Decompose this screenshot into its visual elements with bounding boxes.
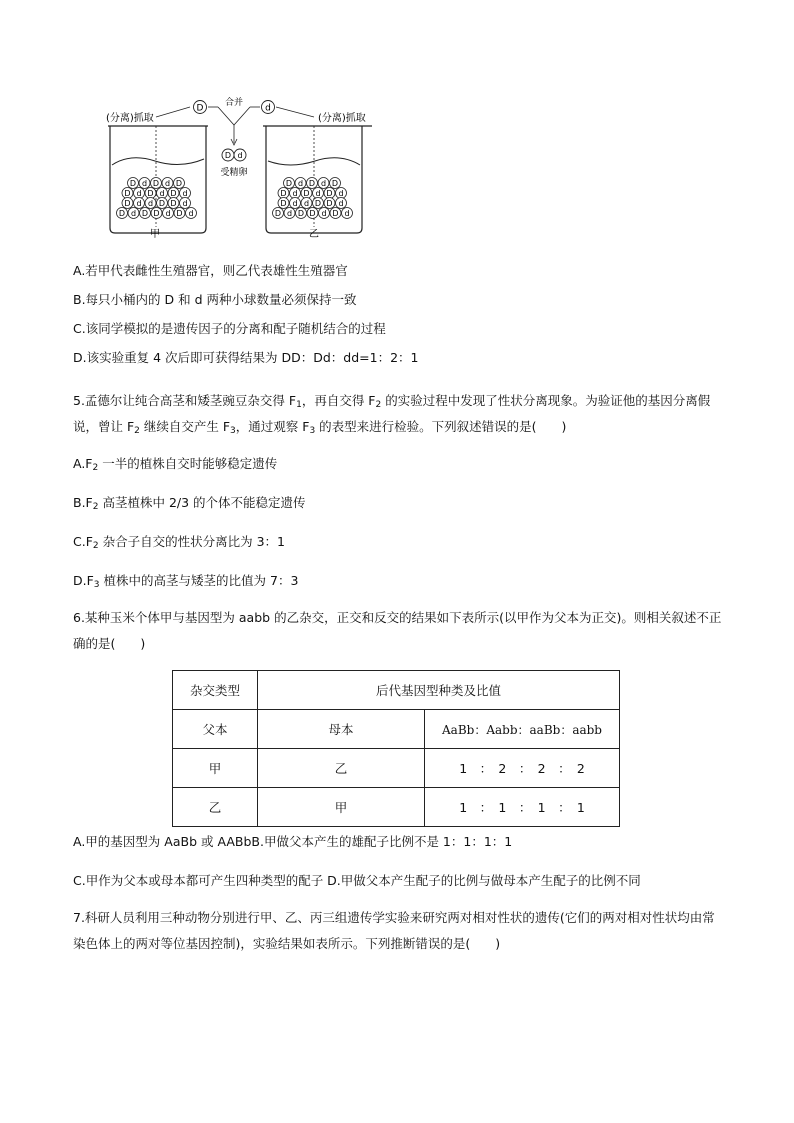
ball-label: d: [188, 209, 194, 218]
q6-stem: 6.某种玉米个体甲与基因型为 aabb 的乙杂交，正交和反交的结果如下表所示(以甲作为父本为正交)。则相关叙述不正确的是( ): [73, 610, 722, 651]
q4-option-c: C.该同学模拟的是遗传因子的分离和配子随机结合的过程: [73, 321, 386, 336]
ball-label: d: [136, 189, 142, 198]
ball-label: D: [176, 209, 183, 218]
row-ratio: 1 ： 2 ： 2 ： 2: [425, 749, 620, 788]
ball-label: d: [338, 189, 344, 198]
ball-label: D: [285, 179, 293, 188]
ball-label: d: [344, 209, 350, 218]
table-row: [173, 788, 620, 827]
ball-label: d: [320, 179, 327, 188]
ball-label: d: [315, 189, 321, 198]
ball-label: D: [332, 209, 339, 218]
row-ratio: 1 ： 1 ： 1 ： 1: [425, 788, 620, 827]
ball-label: D: [274, 209, 282, 218]
ball-label: D: [280, 199, 287, 208]
q5-option-a: $A.F_2$ 一半的植株自交时能够稳定遗传: [73, 456, 278, 473]
ball-label: D: [147, 189, 154, 198]
balls-group: [117, 178, 353, 219]
ball-label: D: [326, 199, 333, 208]
ball-label: d: [321, 209, 327, 218]
ball-label: d: [338, 199, 344, 208]
q5-option-d: $D.F_3$ 植株中的高茎与矮茎的比值为 7：3: [73, 573, 299, 590]
ball-label: D: [331, 179, 339, 188]
ball-label: D: [280, 189, 287, 198]
table-row: [173, 749, 620, 788]
ball-label: D: [309, 209, 316, 218]
ball-label: D: [141, 209, 149, 218]
ball-label: d: [147, 199, 154, 208]
header-offspring: 后代基因型种类及比值: [258, 671, 620, 710]
row-father: 甲: [173, 749, 258, 788]
bucket-experiment-figure: [100, 95, 390, 240]
ball-label: D: [158, 199, 166, 208]
ball-label: D: [153, 209, 160, 218]
ball-label: D: [175, 179, 183, 188]
ball-label: D: [303, 189, 310, 198]
q4-option-d: D.该实验重复 4 次后即可获得结果为 DD：Dd：dd=1：2：1: [73, 350, 419, 365]
q6-options-ab: A.甲的基因型为 AaBb 或 AABbB.甲做父本产生的雄配子比例不是 1：1：1：1: [73, 834, 513, 849]
merge-label: 合并: [224, 98, 244, 108]
ball-label: d: [182, 189, 188, 198]
ball-label: D: [308, 179, 316, 188]
ball-label: D: [124, 189, 131, 198]
left-ball-D: D: [196, 103, 204, 114]
right-ball-d: d: [265, 103, 271, 114]
svg-text:d: d: [237, 151, 243, 160]
genotype-table: [172, 670, 620, 827]
row-mother: 甲: [258, 788, 425, 827]
q4-option-b: B.每只小桶内的 D 和 d 两种小球数量必须保持一致: [73, 292, 357, 307]
ball-label: d: [292, 189, 298, 198]
q6-options-cd: C.甲作为父本或母本都可产生四种类型的配子 D.甲做父本产生配子的比例与做母本产生配子的比例不同: [73, 873, 641, 888]
ball-label: D: [314, 199, 322, 208]
ball-label: D: [152, 179, 160, 188]
ball-label: D: [129, 179, 137, 188]
ball-label: d: [303, 199, 310, 208]
subheader-father: 父本: [173, 710, 258, 749]
ball-label: d: [297, 179, 304, 188]
ball-label: d: [165, 209, 171, 218]
right-grab-label: (分离)抓取: [318, 113, 366, 124]
q7-stem: 7.科研人员利用三种动物分别进行甲、乙、丙三组遗传学实验来研究两对相对性状的遗传(它们的两对相对性状均由常染色体上的两对等位基因控制)，实验结果如表所示。下列推断错误的是( ): [73, 910, 715, 951]
ball-label: d: [130, 209, 137, 218]
ball-label: D: [326, 189, 333, 198]
q5-stem: 5.孟德尔让纯合高茎和矮茎豌豆杂交得 $F_1$，再自交得 $F_2$ 的实验过程中发现了性状分离现象。为验证他的基因分离假说，曾让 $F_2$ 继续自交产生 $F_3$，通过观察 $F_3$ 的表型来进行检验。下列叙述错误的是( ): [73, 393, 711, 436]
q5-option-c: $C.F_2$ 杂合子自交的性状分离比为 3：1: [73, 534, 286, 551]
ball-label: D: [170, 199, 177, 208]
svg-text:D: D: [224, 151, 232, 160]
ball-label: d: [159, 189, 165, 198]
ball-label: d: [182, 199, 188, 208]
ball-label: D: [297, 209, 305, 218]
ball-label: D: [118, 209, 126, 218]
left-grab-label: (分离)抓取: [106, 113, 154, 124]
ball-label: D: [170, 189, 177, 198]
zygote-label: 受精卵: [220, 168, 248, 178]
ball-label: d: [164, 179, 171, 188]
ball-label: d: [286, 209, 293, 218]
ball-label: d: [292, 199, 298, 208]
bucket-left-label: 甲: [150, 229, 160, 240]
ball-label: d: [136, 199, 142, 208]
q4-option-a: A.若甲代表雌性生殖器官，则乙代表雄性生殖器官: [73, 263, 348, 278]
ball-label: d: [141, 179, 148, 188]
subheader-genotypes: AaBb：Aabb：aaBb：aabb: [425, 710, 620, 749]
row-father: 乙: [173, 788, 258, 827]
subheader-mother: 母本: [258, 710, 425, 749]
q5-option-b: $B.F_2$ 高茎植株中 2/3 的个体不能稳定遗传: [73, 495, 306, 512]
ball-label: D: [124, 199, 131, 208]
header-cross-type: 杂交类型: [173, 671, 258, 710]
bucket-right-label: 乙: [309, 229, 319, 240]
row-mother: 乙: [258, 749, 425, 788]
